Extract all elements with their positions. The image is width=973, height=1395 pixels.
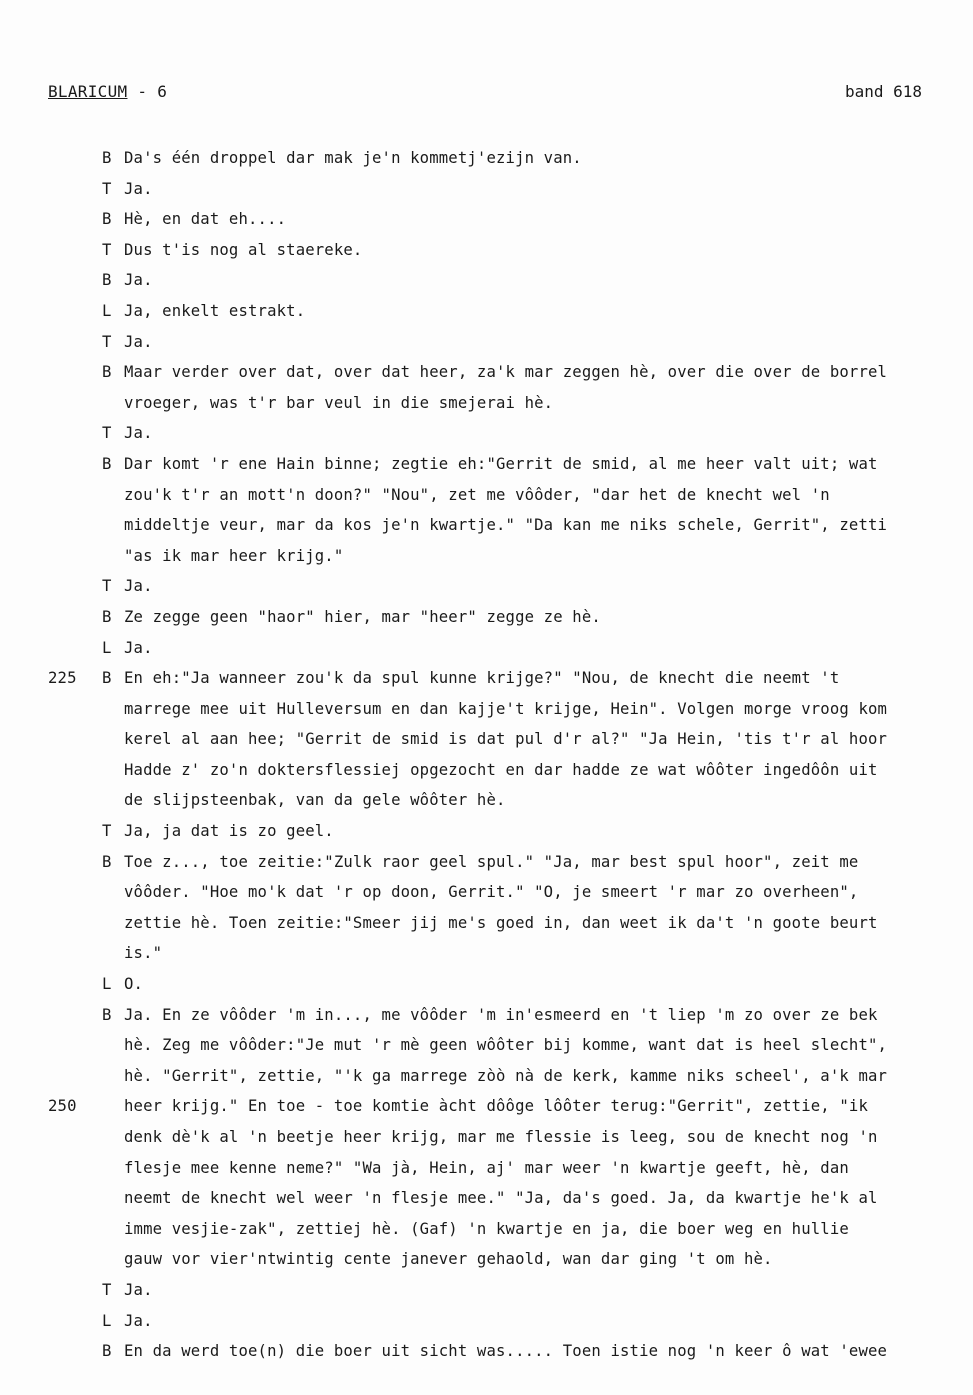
transcript-line	[0, 480, 973, 511]
transcript-line	[0, 663, 973, 694]
speaker-label: L	[102, 301, 112, 320]
utterance-text: de slijpsteenbak, van da gele wôôter hè.	[124, 791, 506, 810]
utterance-text: Ja.	[124, 179, 153, 198]
page-number: - 6	[127, 82, 168, 101]
utterance-text: Maar verder over dat, over dat heer, za'k mar zeggen hè, over die over de borrel	[124, 363, 888, 382]
line-counter: 250	[48, 1097, 77, 1116]
transcript-line	[0, 1091, 973, 1122]
speaker-label: B	[102, 210, 112, 229]
utterance-text: hè. "Gerrit", zettie, "'k ga marrege zòò nà de kerk, kamme niks scheel', a'k mar	[124, 1066, 888, 1085]
transcript-line	[0, 938, 973, 969]
utterance-text: imme vesjie-zak", zettiej hè. (Gaf) 'n kwartje en ja, die boer weg en hullie	[124, 1219, 849, 1238]
transcript-line	[0, 816, 973, 847]
transcript-line	[0, 1214, 973, 1245]
transcript-line	[0, 541, 973, 572]
utterance-text: Ja.	[124, 638, 153, 657]
utterance-text: is."	[124, 944, 163, 963]
speaker-label: B	[102, 363, 112, 382]
transcript-line	[0, 265, 973, 296]
utterance-text: Ja, ja dat is zo geel.	[124, 822, 334, 841]
utterance-text: flesje mee kenne neme?" "Wa jà, Hein, aj' mar weer 'n kwartje geeft, hè, dan	[124, 1158, 849, 1177]
utterance-text: Da's één droppel dar mak je'n kommetj'ezijn van.	[124, 149, 582, 167]
utterance-text: vroeger, was t'r bar veul in die smejerai hè.	[124, 393, 554, 412]
transcript-line	[0, 633, 973, 664]
transcript-line	[0, 388, 973, 419]
transcript-line	[0, 571, 973, 602]
utterance-text: "as ik mar heer krijg."	[124, 546, 344, 565]
transcript-line	[0, 1122, 973, 1153]
speaker-label: T	[102, 332, 112, 351]
transcript-line	[0, 1183, 973, 1214]
speaker-label: B	[102, 852, 112, 871]
transcript-body	[0, 143, 973, 1367]
utterance-text: Hadde z' zo'n doktersflessiej opgezocht en dar hadde ze wat wôôter ingedôôn uit	[124, 760, 878, 779]
utterance-text: Ja.	[124, 1311, 153, 1330]
speaker-label: T	[102, 240, 112, 259]
utterance-text: heer krijg." En toe - toe komtie àcht dôôge lôôter terug:"Gerrit", zettie, "ik	[124, 1097, 868, 1116]
speaker-label: B	[102, 271, 112, 290]
transcript-line	[0, 1275, 973, 1306]
utterance-text: Hè, en dat eh....	[124, 210, 287, 229]
transcript-line	[0, 785, 973, 816]
utterance-text: neemt de knecht wel weer 'n flesje mee." "Ja, da's goed. Ja, da kwartje he'k al	[124, 1189, 878, 1208]
speaker-label: T	[102, 424, 112, 443]
transcript-line	[0, 1030, 973, 1061]
utterance-text: hè. Zeg me vôôder:"Je mut 'r mè geen wôôter bij komme, want dat is heel slecht",	[124, 1036, 888, 1055]
transcript-line	[0, 1000, 973, 1031]
speaker-label: B	[102, 1342, 112, 1361]
line-counter: 225	[48, 669, 77, 688]
transcript-line	[0, 327, 973, 358]
transcript-line	[0, 969, 973, 1000]
utterance-text: En eh:"Ja wanneer zou'k da spul kunne krijge?" "Nou, de knecht die neemt 't	[124, 669, 840, 688]
utterance-text: Ja.	[124, 332, 153, 351]
utterance-text: kerel al aan hee; "Gerrit de smid is dat pul d'r al?" "Ja Hein, 'tis t'r al hoor	[124, 730, 888, 749]
speaker-label: B	[102, 607, 112, 626]
transcript-line	[0, 755, 973, 786]
utterance-text: Ja.	[124, 577, 153, 596]
transcript-line	[0, 449, 973, 480]
transcript-line	[0, 418, 973, 449]
speaker-label: L	[102, 638, 112, 657]
transcript-line	[0, 877, 973, 908]
utterance-text: zou'k t'r an mott'n doon?" "Nou", zet me vôôder, "dar het de knecht wel 'n	[124, 485, 830, 504]
utterance-text: Ja. En ze vôôder 'm in..., me vôôder 'm in'esmeerd en 't liep 'm zo over ze bek	[124, 1005, 878, 1024]
speaker-label: T	[102, 179, 112, 198]
utterance-text: Ja.	[124, 1280, 153, 1299]
speaker-label: T	[102, 822, 112, 841]
utterance-text: Dus t'is nog al staereke.	[124, 240, 363, 259]
transcript-line	[0, 1306, 973, 1337]
utterance-text: Ja.	[124, 271, 153, 290]
utterance-text: Ja, enkelt estrakt.	[124, 301, 306, 320]
utterance-text: vôôder. "Hoe mo'k dat 'r op doon, Gerrit." "O, je smeert 'r mar zo overheen",	[124, 883, 859, 902]
transcript-line	[0, 204, 973, 235]
transcript-line	[0, 1153, 973, 1184]
transcript-line	[0, 296, 973, 327]
speaker-label: L	[102, 975, 112, 994]
utterance-text: gauw vor vier'ntwintig cente janever gehaold, wan dar ging 't om hè.	[124, 1250, 773, 1269]
speaker-label: T	[102, 1280, 112, 1299]
speaker-label: B	[102, 1005, 112, 1024]
transcript-line	[0, 235, 973, 266]
speaker-label: B	[102, 149, 112, 167]
transcript-line	[0, 1244, 973, 1275]
place-name: BLARICUM	[48, 82, 128, 101]
speaker-label: B	[102, 669, 112, 688]
utterance-text: Ze zegge geen "haor" hier, mar "heer" zegge ze hè.	[124, 607, 601, 626]
transcript-line	[0, 357, 973, 388]
transcript-line	[0, 1336, 973, 1367]
transcript-line	[0, 694, 973, 725]
speaker-label: T	[102, 577, 112, 596]
transcript-line	[0, 174, 973, 205]
transcript-line	[0, 908, 973, 939]
speaker-label: L	[102, 1311, 112, 1330]
utterance-text: Toe z..., toe zeitie:"Zulk raor geel spul." "Ja, mar best spul hoor", zeit me	[124, 852, 859, 871]
transcript-line	[0, 143, 973, 174]
utterance-text: O.	[124, 975, 144, 994]
transcript-line	[0, 510, 973, 541]
utterance-text: marrege mee uit Hulleversum en dan kajje't krijge, Hein". Volgen morge vroog kom	[124, 699, 888, 718]
utterance-text: Dar komt 'r ene Hain binne; zegtie eh:"Gerrit de smid, al me heer valt uit; wat	[124, 454, 878, 473]
transcript-line	[0, 724, 973, 755]
utterance-text: denk dè'k al 'n beetje heer krijg, mar me flessie is leeg, sou de knecht nog 'n	[124, 1128, 878, 1146]
utterance-text: En da werd toe(n) die boer uit sicht was..... Toen istie nog 'n keer ô wat 'ewee	[124, 1342, 888, 1361]
utterance-text: Ja.	[124, 424, 153, 443]
transcript-line	[0, 602, 973, 633]
transcript-line	[0, 1061, 973, 1092]
utterance-text: middeltje veur, mar da kos je'n kwartje." "Da kan me niks schele, Gerrit", zetti	[124, 516, 888, 535]
tape-label: band 618	[845, 82, 923, 101]
utterance-text: zettie hè. Toen zeitie:"Smeer jij me's goed in, dan weet ik da't 'n goote beurt	[124, 913, 878, 932]
page-header-left	[48, 82, 167, 101]
transcript-line	[0, 847, 973, 878]
speaker-label: B	[102, 454, 112, 473]
